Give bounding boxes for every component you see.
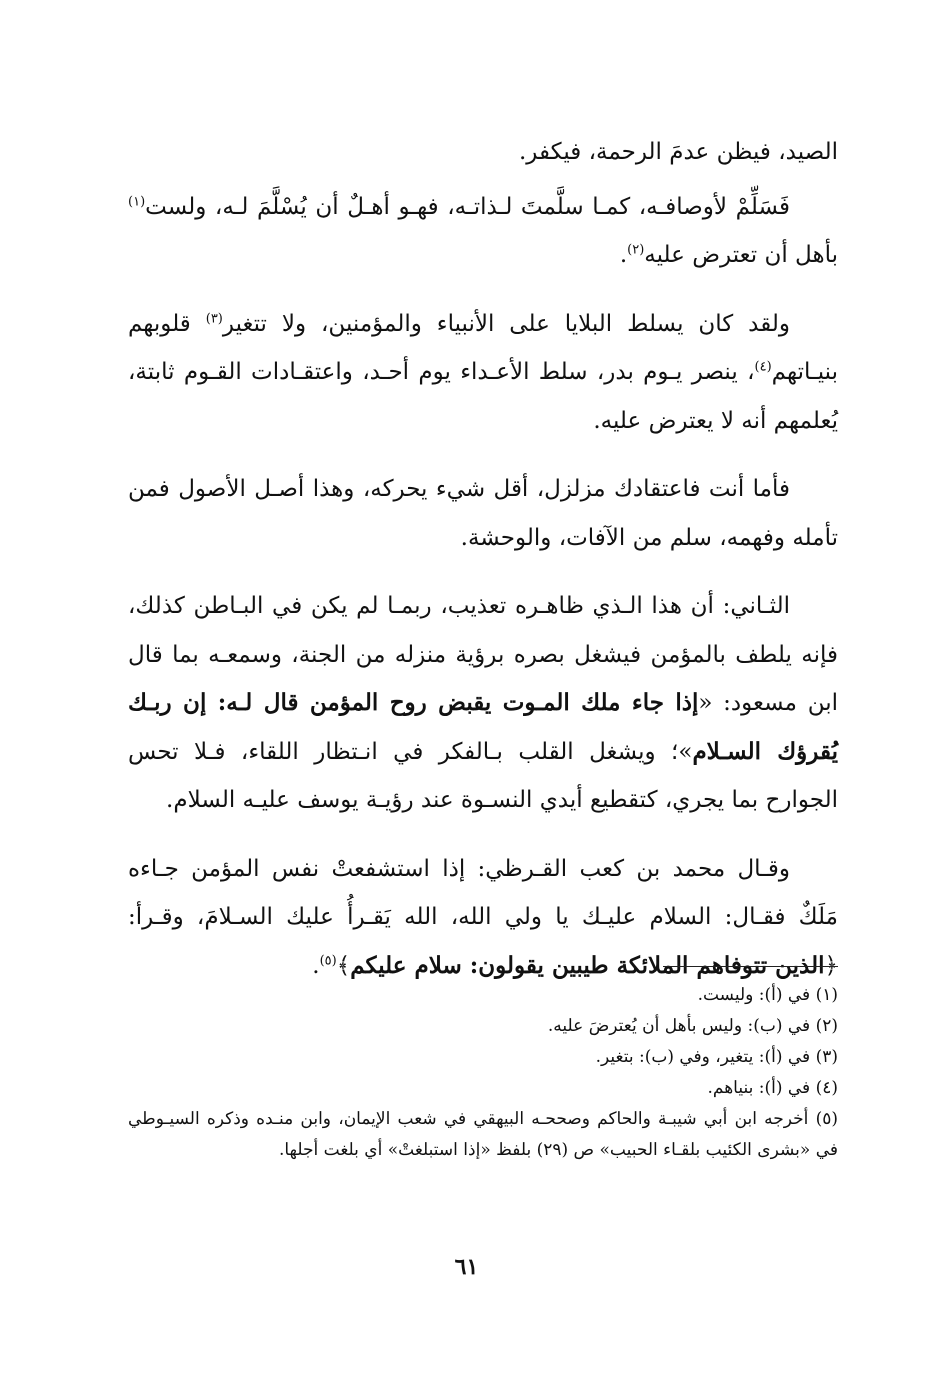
paragraph-text: »؛ ويشغل القلب بـالفكر في انـتظار اللقاء، فـلا تحس الجوارح بما يجري، كتقطيع أيدي النسـوة عند رؤيـة يوسف عليـه السلام. xyxy=(128,738,838,813)
footnote-2: (٢) في (ب): وليس بأهل أن يُعترضَ عليه. xyxy=(547,1016,838,1036)
footnote-3: (٣) في (أ): يتغير، وفي (ب): بتغير. xyxy=(595,1047,838,1067)
paragraph-1 xyxy=(128,128,838,177)
paragraph-text: . xyxy=(619,242,628,268)
footnote-ref-4[interactable]: (٤) xyxy=(754,359,772,375)
quran-quote: الذين تتوفاهم الملائكة طيبين يقولون: سلام عليكم xyxy=(350,951,825,979)
paragraph-2 xyxy=(128,183,838,280)
paragraph-6 xyxy=(128,845,838,991)
footnote-ref-5[interactable]: (٥) xyxy=(319,952,337,968)
footnote-ref-2[interactable]: (٢) xyxy=(627,242,645,258)
footnote-5: (٥) أخرجه ابن أبي شيبـة والحاكم وصححـه البيهقي في شعب الإيمان، وابن منـده وذكره السيـوطي في «بشرى الكئيب بلقـاء الحبيب» ص (٢٩) بلفظ «إذا استبلغتْ» أي بلغت أجلها. xyxy=(128,1109,838,1160)
paragraph-text: ولقد كان يسلط البلايا على الأنبياء والمؤمنين، ولا تتغير xyxy=(222,310,790,337)
paragraph-text: . xyxy=(312,952,320,979)
paragraph-3 xyxy=(128,300,838,446)
footnote-1: (١) في (أ): وليست. xyxy=(697,985,838,1005)
hadith-quote: إذا جاء ملك المـوت يقبض روح المؤمن قال لـه: إن ربـك يُقرؤك السـلام xyxy=(128,689,838,765)
paragraph-text: الصيد، فيظن عدمَ الرحمة، فيكفر. xyxy=(518,139,838,165)
footnote-ref-3[interactable]: (٣) xyxy=(205,310,223,326)
paragraph-4 xyxy=(128,465,838,562)
paragraph-text: الثـاني: أن هذا الـذي ظاهـره تعذيب، ربمـا لم يكن في البـاطن كذلك، فإنه يلطف بالمؤمن فيشغل بصره برؤية منزله من الجنة، وسمعـه بما قال ابن مسعود: « xyxy=(128,593,839,716)
paragraph-text: ، ينصر يـوم بدر، سلط الأعـداء يوم أحـد، واعتقـادات القـوم ثابتة، يُعلمهم أنه لا يعترض عليه. xyxy=(128,359,838,434)
paragraph-text: وقـال محمد بن كعب القـرظي: إذا استشفعتْ نفس المؤمن جـاءه مَلَكٌ فقـال: السلام عليـك يا ولي الله، الله يَقـرأُ عليك السـلامَ، وقـرأ: ﴿ xyxy=(128,855,838,979)
footnote-separator xyxy=(663,966,838,967)
paragraph-text: بأهل أن تعترض عليه xyxy=(644,242,838,268)
paragraph-text: ﴾ xyxy=(336,952,351,979)
footnote-ref-1[interactable]: (١) xyxy=(128,193,146,209)
page-number: ٦١ xyxy=(454,1254,479,1280)
paragraph-5 xyxy=(128,582,838,825)
footnote-4: (٤) في (أ): بنياهم. xyxy=(707,1078,838,1098)
paragraph-text: قلوبهم بنيـاتهم xyxy=(128,310,838,385)
paragraph-text: فَسَلِّمْ لأوصافـه، كمـا سلَّمتَ لـذاتـه، فهـو أهـلٌ أن يُسْلَّمَ لـه، ولست xyxy=(145,193,790,220)
footnotes xyxy=(128,980,838,1166)
paragraph-text: فأما أنت فاعتقادك مزلزل، أقل شيء يحركه، وهذا أصـل الأصول فمن تأمله وفهمه، سلم من الآفات، والوحشة. xyxy=(128,476,838,551)
main-text xyxy=(128,128,838,990)
